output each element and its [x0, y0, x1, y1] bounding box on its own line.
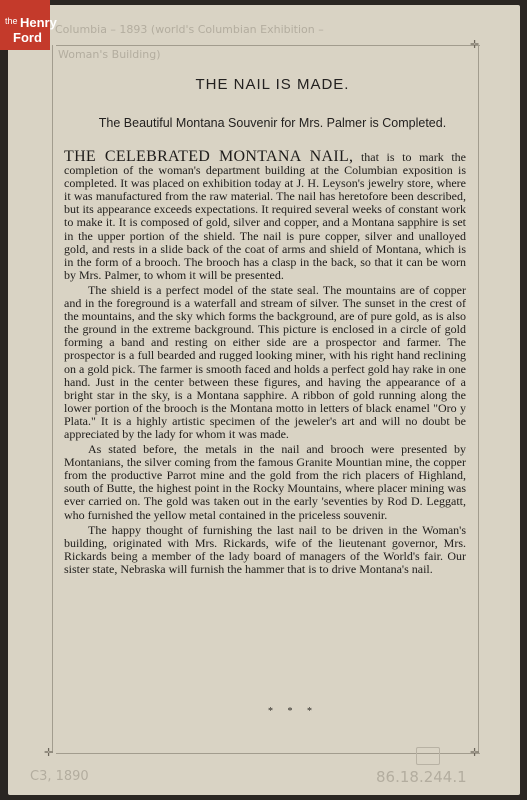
- article-subheadline: The Beautiful Montana Souvenir for Mrs. Palmer is Completed.: [98, 116, 447, 130]
- article-headline: THE NAIL IS MADE.: [195, 76, 350, 93]
- logo-text-the: the: [5, 16, 18, 26]
- article-paragraph: [64, 524, 466, 576]
- pencil-note-catalog: C3, 1890: [30, 769, 89, 784]
- frame-line-right: [478, 45, 479, 753]
- article-body: [64, 150, 466, 578]
- article-paragraph: [64, 284, 466, 441]
- frame-line-left: [52, 45, 53, 753]
- pencil-note-top: Columbia – 1893 (world's Columbian Exhibition –: [55, 23, 324, 36]
- accession-number: 86.18.244.1: [376, 768, 467, 786]
- logo-text-henry: Henry: [20, 15, 57, 30]
- paragraph-text: The shield is a perfect model of the state seal. The mountains are of copper and in the foreground is a waterfall and stream of silver. The sunset in the crest of the mountains, and the sky which forms the background, are of pure gold, as is also the ground in the extreme background. This picture is enclosed in a circle of gold forming a band and resting on either side are a prospector and farmer. The prospector is a full bearded and rugged looking miner, with his right hand reclining on a gold pick. The farmer is smooth faced and holds a perfect gold hay rake in one hand. Just in the center between these figures, and having the appearance of a bright star in the sky, is a Montana sapphire. A ribbon of gold running along the lower portion of the brooch is the Montana motto in letters of black enamel "Oro y Plata." It is a highly artistic specimen of the jeweler's art and will no doubt be appreciated by the lady for whom it was made.: [64, 282, 466, 441]
- henry-ford-logo[interactable]: [0, 0, 57, 50]
- article-lead-caps: THE CELEBRATED MONTANA NAIL,: [64, 148, 354, 165]
- cross-ornament-icon: ✛: [470, 746, 480, 759]
- pencil-note-top-2: Woman's Building): [58, 48, 161, 61]
- cross-ornament-icon: ✛: [44, 746, 54, 759]
- article-paragraph: [64, 150, 466, 282]
- pencil-box-mark: [416, 747, 440, 765]
- cross-ornament-icon: ✛: [470, 38, 480, 51]
- paragraph-text: that is to mark the completion of the woman's department building at the Columbian exposition is completed. It was placed on exhibition today at J. H. Leyson's jewelry store, where it was manufactured from the raw material. The nail has heretofore been described, but its appearance exceeds expectations. It required several weeks of constant work to make it. It is composed of gold, silver and copper, and a Montana sapphire is set in the upper portion of the shield. The nail is pure copper, silver and unalloyed gold, and rests in a slide back of the coat of arms and shield of Montana, which is in the form of a brooch. The brooch has a clasp in the back, so that it can be worn by Mrs. Palmer, to whom it will be presented.: [64, 150, 466, 282]
- article-paragraph: [64, 443, 466, 522]
- paragraph-text: As stated before, the metals in the nail and brooch were presented by Montanians, the silver coming from the famous Granite Mountian mine, the copper from the productive Parrot mine and the gold from the rich placers of Highland, south of Butte, the highest point in the Rocky Mountains, where placer mining was ever carried on. The gold was taken out in the early 'seventies by Rod D. Leggatt, who furnished the yellow metal contained in the priceless souvenir.: [64, 442, 466, 522]
- paragraph-text: The happy thought of furnishing the last nail to be driven in the Woman's building, originated with Mrs. Rickards, wife of the lieutenant governor, Mrs. Rickards being a member of the lady board of managers of the World's fair. Our sister state, Nebraska will furnish the hammer that is to drive Montana's nail.: [64, 522, 466, 576]
- frame-line-top: [56, 45, 480, 46]
- logo-text-ford: Ford: [13, 30, 42, 45]
- end-of-article-mark: * * *: [268, 706, 318, 717]
